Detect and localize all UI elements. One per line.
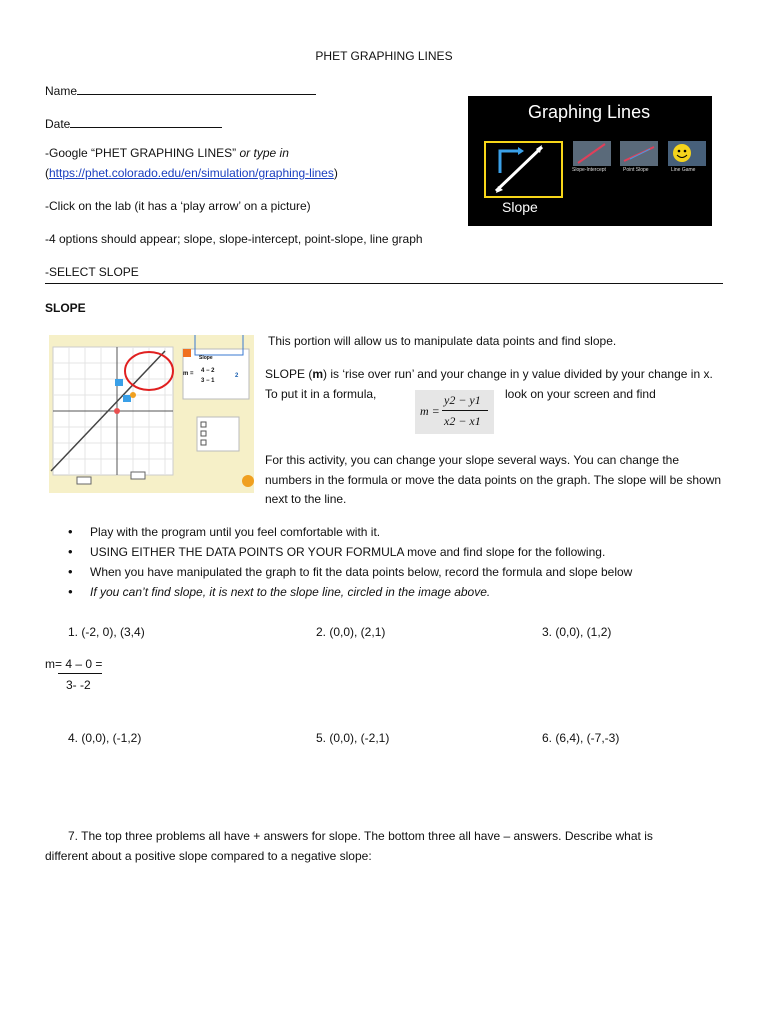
date-blank[interactable] bbox=[70, 115, 222, 128]
slope-def-text: ) is ‘rise over run’ and your change in y value divided by your change in x. To put it in a formula, bbox=[265, 367, 713, 401]
url-close-paren: ) bbox=[333, 166, 338, 180]
date-label: Date bbox=[45, 117, 71, 131]
sim-frac-bottom: 3 − 1 bbox=[201, 378, 215, 384]
list-item: • Play with the program until you feel comfortable with it. bbox=[68, 524, 632, 544]
simulation-screenshot bbox=[49, 335, 254, 493]
intro-paragraph: This portion will allow us to manipulate data points and find slope. bbox=[268, 334, 617, 348]
formula-numerator: y2 − y1 bbox=[444, 393, 481, 407]
list-item: • When you have manipulated the graph to fit the data points below, record the formula and slope below bbox=[68, 564, 632, 584]
slope-m: m bbox=[312, 367, 324, 381]
slope-card bbox=[484, 141, 563, 198]
worked-denominator: 3- -2 bbox=[66, 678, 91, 692]
select-instruction: -SELECT SLOPE bbox=[45, 265, 139, 279]
google-italic: or type in bbox=[236, 146, 289, 160]
worked-numerator: m= 4 – 0 = bbox=[45, 657, 103, 671]
question-7-line2: different about a positive slope compared to a negative slope: bbox=[45, 849, 372, 863]
sim-result: 2 bbox=[235, 373, 239, 379]
graphic-slope-label: Slope bbox=[502, 199, 538, 215]
divider bbox=[45, 283, 723, 284]
list-item: • USING EITHER THE DATA POINTS OR YOUR FORMULA move and find slope for the following. bbox=[68, 544, 632, 564]
thumb-label: Line Game bbox=[671, 167, 696, 173]
question-7-line1: 7. The top three problems all have + answers for slope. The bottom three all have – answers. Describe what is bbox=[68, 829, 653, 843]
find-on-screen-text: look on your screen and find bbox=[505, 387, 656, 401]
formula-denominator: x2 − x1 bbox=[444, 414, 481, 428]
point-slope-thumb bbox=[620, 141, 658, 166]
name-field-row bbox=[45, 82, 316, 98]
name-label: Name bbox=[45, 84, 78, 98]
thumb-label: Point Slope bbox=[623, 167, 649, 173]
instruction-list bbox=[68, 524, 632, 604]
problem-4: 4. (0,0), (-1,2) bbox=[68, 731, 142, 745]
problem-2: 2. (0,0), (2,1) bbox=[316, 625, 386, 639]
problem-1: 1. (-2, 0), (3,4) bbox=[68, 625, 145, 639]
sim-graph bbox=[49, 335, 254, 493]
formula-lhs: m = bbox=[420, 404, 440, 418]
worked-fraction-bar bbox=[58, 673, 102, 674]
line-icon bbox=[620, 141, 658, 166]
sim-frac-top: 4 − 2 bbox=[201, 368, 215, 374]
url-line bbox=[45, 166, 338, 180]
problem-3: 3. (0,0), (1,2) bbox=[542, 625, 612, 639]
options-instruction: -4 options should appear; slope, slope-intercept, point-slope, line graph bbox=[45, 232, 423, 246]
smiley-icon bbox=[668, 141, 706, 166]
graphic-title: Graphing Lines bbox=[528, 102, 651, 122]
slope-arrow-icon bbox=[486, 143, 561, 196]
line-icon bbox=[573, 141, 611, 166]
formula-bar bbox=[442, 410, 488, 411]
phet-url-link[interactable]: https://phet.colorado.edu/en/simulation/graphing-lines bbox=[49, 166, 334, 180]
page-title: PHET GRAPHING LINES bbox=[315, 49, 453, 63]
problem-6: 6. (6,4), (-7,-3) bbox=[542, 731, 620, 745]
date-field-row bbox=[45, 115, 222, 131]
activity-paragraph: For this activity, you can change your slope several ways. You can change the numbers in the formula or move the data points on the graph. The slope will be shown next to the line. bbox=[265, 453, 722, 506]
section-heading: SLOPE bbox=[45, 301, 86, 315]
problem-5: 5. (0,0), (-2,1) bbox=[316, 731, 390, 745]
slope-def-text: SLOPE ( bbox=[265, 367, 313, 381]
sim-slope-label: Slope bbox=[199, 355, 213, 361]
line-game-thumb bbox=[668, 141, 706, 166]
name-blank[interactable] bbox=[77, 82, 316, 95]
sim-m-label: m = bbox=[183, 371, 194, 377]
google-text: -Google “PHET GRAPHING LINES” bbox=[45, 146, 237, 160]
graphing-lines-graphic bbox=[468, 96, 712, 226]
slope-intercept-thumb bbox=[573, 141, 611, 166]
list-item: • If you can’t find slope, it is next to the slope line, circled in the image above. bbox=[68, 584, 632, 604]
thumb-label: Slope-Intercept bbox=[572, 167, 606, 173]
url-open-paren: ( bbox=[45, 166, 49, 180]
slope-formula bbox=[415, 390, 494, 434]
click-instruction: -Click on the lab (it has a ‘play arrow’ on a picture) bbox=[45, 199, 311, 213]
google-line bbox=[45, 146, 289, 160]
